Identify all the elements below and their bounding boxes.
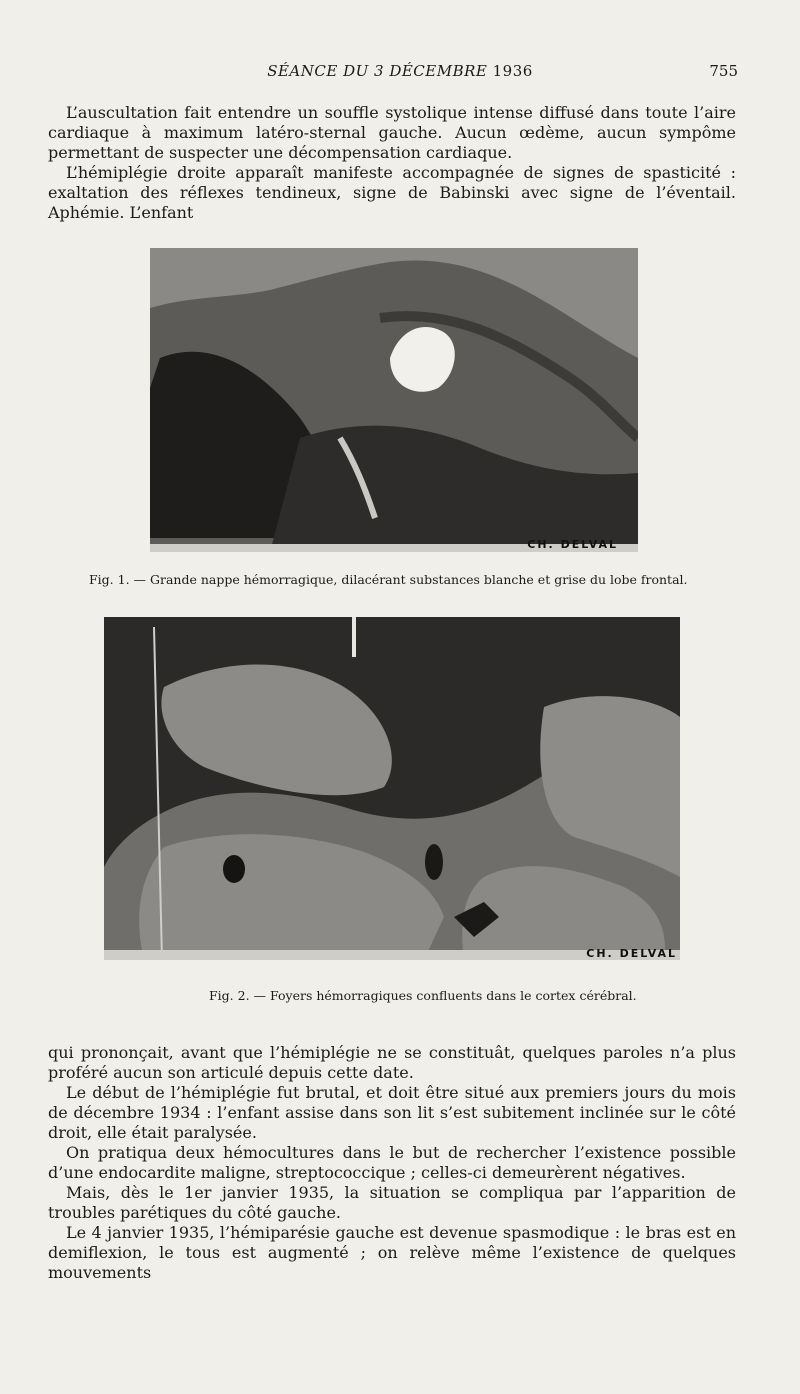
figure-2-micrograph (104, 617, 680, 960)
photo-credit: CH. DELVAL (527, 538, 618, 551)
paragraph: L’hémiplégie droite apparaît manifeste accompagnée de signes de spasticité : exaltation des réflexes tendineux, signe de Babinski avec signe de l’éventail. Aphémie. L’enfant (48, 163, 736, 222)
running-title (62, 62, 738, 80)
micrograph-cerebral-cortex (104, 617, 680, 960)
body-text-bottom (48, 1043, 736, 1283)
caption-text: Grande nappe hémorragique, dilacérant substances blanche et grise du lobe frontal. (150, 572, 688, 587)
paragraph: Le début de l’hémiplégie fut brutal, et doit être situé aux premiers jours du mois de décembre 1934 : l’enfant assise dans son lit s’est subitement inclinée sur le côté droit, elle était paralysée. (48, 1083, 736, 1142)
figure-1-micrograph (150, 248, 638, 552)
paragraph: qui prononçait, avant que l’hémiplégie ne se constituât, quelques paroles n’a plus proféré aucun son articulé depuis cette date. (48, 1043, 736, 1082)
caption-text: Foyers hémorragiques confluents dans le cortex cérébral. (270, 988, 637, 1003)
paragraph: On pratiqua deux hémocultures dans le but de rechercher l’existence possible d’une endocardite maligne, streptococcique ; celles-ci demeurèrent négatives. (48, 1143, 736, 1182)
paragraph: Le 4 janvier 1935, l’hémiparésie gauche est devenue spasmodique : le bras est en demiflexion, le tous est augmenté ; on relève même l’existence de quelques mouvements (48, 1223, 736, 1282)
paragraph: L’auscultation fait entendre un souffle systolique intense diffusé dans toute l’aire cardiaque à maximum latéro-sternal gauche. Aucun œdème, aucun sympôme permettant de suspecter une décompensation cardiaque. (48, 103, 736, 162)
photo-credit: CH. DELVAL (586, 947, 677, 960)
running-header (62, 62, 738, 84)
micrograph-frontal-lobe (150, 248, 638, 552)
page-number: 755 (709, 62, 738, 80)
session-year: 1936 (492, 62, 533, 80)
paragraph: Mais, dès le 1er janvier 1935, la situation se compliqua par l’apparition de troubles parétiques du côté gauche. (48, 1183, 736, 1222)
body-text-top (48, 103, 736, 223)
session-title: SÉANCE DU 3 DÉCEMBRE (267, 62, 488, 80)
figure-1-caption (89, 572, 688, 587)
caption-label: Fig. 1. — (89, 572, 147, 587)
caption-label: Fig. 2. — (209, 988, 267, 1003)
figure-2-caption (209, 988, 637, 1003)
